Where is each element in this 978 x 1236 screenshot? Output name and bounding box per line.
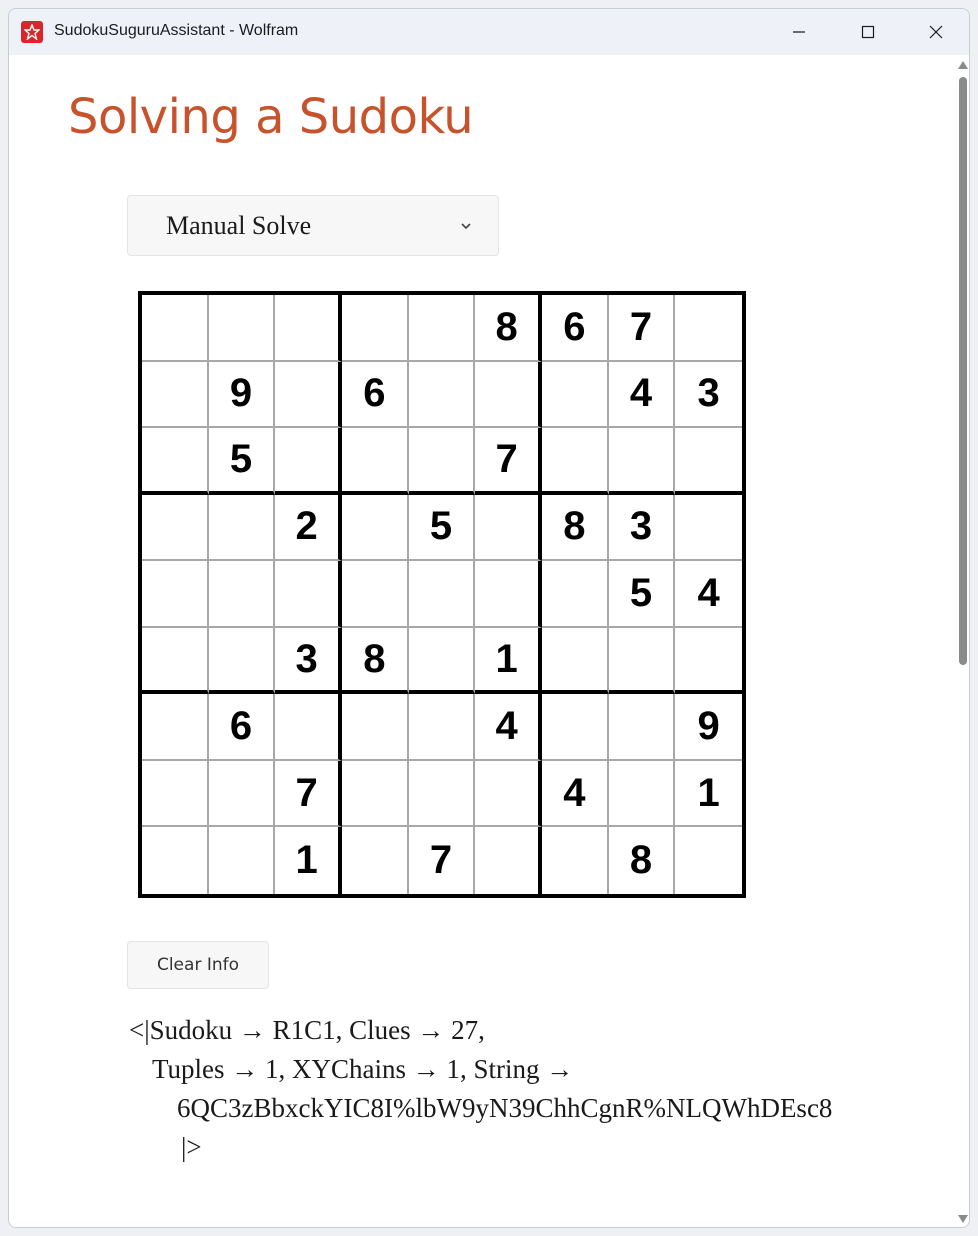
sudoku-cell-r5c1[interactable] [142,561,209,628]
scrollbar-thumb[interactable] [959,77,967,665]
sudoku-cell-r6c1[interactable] [142,628,209,695]
sudoku-cell-r4c6[interactable] [475,495,542,562]
sudoku-cell-r2c5[interactable] [409,362,476,429]
sudoku-cell-r7c9[interactable]: 9 [675,694,742,761]
sudoku-cell-r9c5[interactable]: 7 [409,827,476,894]
sudoku-cell-r7c1[interactable] [142,694,209,761]
scroll-down-arrow-icon[interactable] [958,1215,968,1223]
sudoku-cell-r2c3[interactable] [275,362,342,429]
sudoku-cell-r6c4[interactable]: 8 [342,628,409,695]
sudoku-cell-r5c8[interactable]: 5 [609,561,676,628]
minimize-button[interactable] [765,9,833,55]
sudoku-cell-r6c7[interactable] [542,628,609,695]
mode-select-value: Manual Solve [166,211,312,240]
sudoku-cell-r5c9[interactable]: 4 [675,561,742,628]
sudoku-cell-r9c6[interactable] [475,827,542,894]
sudoku-cell-r2c1[interactable] [142,362,209,429]
info-line: |> [181,1132,202,1162]
sudoku-cell-r5c5[interactable] [409,561,476,628]
sudoku-cell-r4c3[interactable]: 2 [275,495,342,562]
sudoku-cell-r5c6[interactable] [475,561,542,628]
sudoku-cell-r8c5[interactable] [409,761,476,828]
sudoku-cell-r3c2[interactable]: 5 [209,428,276,495]
close-icon [928,24,944,40]
sudoku-cell-r6c2[interactable] [209,628,276,695]
clear-info-button[interactable]: Clear Info [127,941,269,989]
sudoku-cell-r2c4[interactable]: 6 [342,362,409,429]
sudoku-cell-r8c4[interactable] [342,761,409,828]
sudoku-cell-r8c2[interactable] [209,761,276,828]
info-line: 6QC3zBbxckYIC8I%lbW9yN39ChhCgnR%NLQWhDEsc8 [177,1093,833,1123]
sudoku-cell-r4c1[interactable] [142,495,209,562]
sudoku-cell-r6c3[interactable]: 3 [275,628,342,695]
sudoku-cell-r7c4[interactable] [342,694,409,761]
sudoku-cell-r9c4[interactable] [342,827,409,894]
sudoku-cell-r2c6[interactable] [475,362,542,429]
sudoku-cell-r4c8[interactable]: 3 [609,495,676,562]
sudoku-cell-r1c6[interactable]: 8 [475,295,542,362]
sudoku-cell-r8c1[interactable] [142,761,209,828]
sudoku-cell-r9c7[interactable] [542,827,609,894]
sudoku-cell-r7c2[interactable]: 6 [209,694,276,761]
sudoku-cell-r2c9[interactable]: 3 [675,362,742,429]
sudoku-cell-r4c2[interactable] [209,495,276,562]
sudoku-cell-r3c5[interactable] [409,428,476,495]
maximize-icon [860,24,876,40]
vertical-scrollbar[interactable] [954,55,970,1228]
sudoku-cell-r5c3[interactable] [275,561,342,628]
mode-select-dropdown[interactable] [127,195,499,256]
sudoku-cell-r3c1[interactable] [142,428,209,495]
sudoku-board [138,291,746,898]
sudoku-cell-r9c9[interactable] [675,827,742,894]
sudoku-cell-r8c3[interactable]: 7 [275,761,342,828]
sudoku-cell-r2c7[interactable] [542,362,609,429]
sudoku-cell-r1c1[interactable] [142,295,209,362]
chevron-down-icon [458,218,474,234]
sudoku-cell-r3c7[interactable] [542,428,609,495]
sudoku-cell-r9c1[interactable] [142,827,209,894]
sudoku-cell-r1c2[interactable] [209,295,276,362]
title-bar[interactable] [9,9,969,55]
page-title: Solving a Sudoku [68,89,474,145]
sudoku-cell-r3c4[interactable] [342,428,409,495]
sudoku-cell-r4c5[interactable]: 5 [409,495,476,562]
scroll-up-arrow-icon[interactable] [958,61,968,69]
sudoku-cell-r8c9[interactable]: 1 [675,761,742,828]
sudoku-cell-r8c8[interactable] [609,761,676,828]
sudoku-cell-r4c9[interactable] [675,495,742,562]
sudoku-cell-r6c8[interactable] [609,628,676,695]
sudoku-cell-r1c9[interactable] [675,295,742,362]
window-title: SudokuSuguruAssistant - Wolfram [54,22,299,39]
sudoku-cell-r5c7[interactable] [542,561,609,628]
minimize-icon [791,24,807,40]
info-line: Tuples → 1, XYChains → 1, String → [152,1054,574,1084]
close-button[interactable] [902,9,970,55]
app-window [8,8,970,1228]
wolfram-logo-icon [21,21,43,43]
sudoku-cell-r8c6[interactable] [475,761,542,828]
sudoku-cell-r7c5[interactable] [409,694,476,761]
info-line: <|Sudoku → R1C1, Clues → 27, [129,1015,485,1045]
sudoku-cell-r3c8[interactable] [609,428,676,495]
sudoku-cell-r2c2[interactable]: 9 [209,362,276,429]
sudoku-cell-r1c5[interactable] [409,295,476,362]
sudoku-cell-r1c8[interactable]: 7 [609,295,676,362]
sudoku-cell-r8c7[interactable]: 4 [542,761,609,828]
maximize-button[interactable] [834,9,902,55]
sudoku-cell-r7c8[interactable] [609,694,676,761]
sudoku-cell-r6c9[interactable] [675,628,742,695]
sudoku-cell-r5c2[interactable] [209,561,276,628]
sudoku-cell-r1c4[interactable] [342,295,409,362]
sudoku-cell-r6c6[interactable]: 1 [475,628,542,695]
sudoku-cell-r1c3[interactable] [275,295,342,362]
sudoku-cell-r7c6[interactable]: 4 [475,694,542,761]
solver-info-output [129,1011,929,1167]
sudoku-cell-r6c5[interactable] [409,628,476,695]
sudoku-cell-r3c6[interactable]: 7 [475,428,542,495]
sudoku-cell-r9c3[interactable]: 1 [275,827,342,894]
sudoku-cell-r7c7[interactable] [542,694,609,761]
sudoku-cell-r5c4[interactable] [342,561,409,628]
sudoku-cell-r9c2[interactable] [209,827,276,894]
sudoku-cell-r3c3[interactable] [275,428,342,495]
sudoku-cell-r7c3[interactable] [275,694,342,761]
sudoku-cell-r2c8[interactable]: 4 [609,362,676,429]
notebook-content [9,55,954,1228]
sudoku-cell-r4c7[interactable]: 8 [542,495,609,562]
sudoku-cell-r4c4[interactable] [342,495,409,562]
sudoku-cell-r9c8[interactable]: 8 [609,827,676,894]
sudoku-cell-r1c7[interactable]: 6 [542,295,609,362]
sudoku-cell-r3c9[interactable] [675,428,742,495]
